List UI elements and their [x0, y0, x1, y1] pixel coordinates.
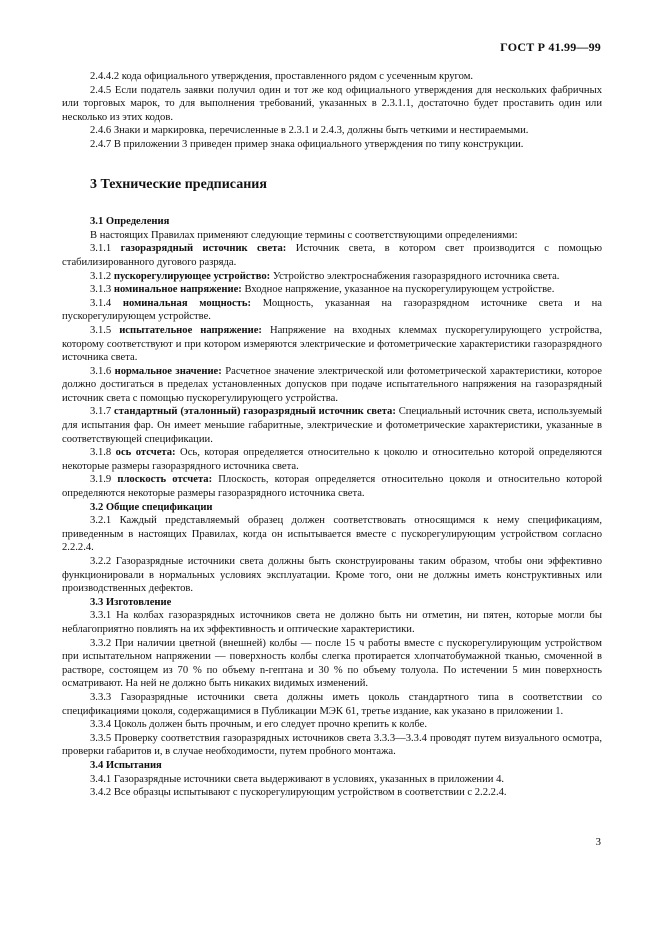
definition-number: 3.1.5: [90, 324, 112, 336]
paragraph-3-2-2: 3.2.2 Газоразрядные источники света должны быть сконструированы таким образом, чтобы они эффективно функционировали в нормальных условиях эксплуатации. Кроме того, они не должны иметь конструктивных или производственных дефектов.: [62, 556, 602, 595]
definition-3-1-4: [62, 297, 602, 324]
definition-3-1-6: [62, 365, 602, 406]
definition-3-1-5: [62, 324, 602, 365]
paragraph-3-3-1: 3.3.1 На колбах газоразрядных источников света не должно быть ни отметин, ни пятен, которые могли бы неблагоприятно повлиять на их эффективность и оптические характеристики.: [62, 610, 602, 635]
definitions-lead: В настоящих Правилах применяют следующие термины с соответствующими определениями:: [90, 229, 518, 241]
definition-text: Расчетное значение электрической или фотометрической характеристики, которое должно достигаться в пределах установленных допусков при подаче испытательного напряжения на газоразрядный источник света с помощью пускорегулирующего устройства.: [62, 365, 602, 404]
paragraph-3-3-5: 3.3.5 Проверку соответствия газоразрядных источников света 3.3.3—3.3.4 проводят путем визуального осмотра, проверки габаритов и, в случае необходимости, путем пробного монтажа.: [62, 732, 602, 758]
subsection-title-3-2: 3.2 Общие спецификации: [90, 501, 213, 513]
definition-text: Специальный источник света, используемый для испытания фар. Он имеет меньшие габаритные, электрические и фотометрические характеристики, указанные в соответствующей спецификации.: [62, 406, 603, 445]
definition-text: Источник света, в котором свет производится с помощью стабилизированного дугового разряда.: [62, 243, 602, 268]
definition-term: стандартный (эталонный) газоразрядный источник света:: [114, 406, 396, 418]
definition-term: испытательное напряжение:: [119, 324, 262, 336]
page-number: 3: [595, 836, 601, 848]
definition-number: 3.1.3: [90, 284, 112, 296]
definition-term: номинальное напряжение:: [113, 284, 242, 296]
paragraph-3-4-1: 3.4.1 Газоразрядные источники света выдерживают в условиях, указанных в приложении 4.: [90, 773, 505, 785]
definition-text: Ось, которая определяется относительно к цоколю и относительно которой определяются некоторые размеры газоразрядного источника света.: [62, 447, 603, 472]
paragraph-3-2-1: 3.2.1 Каждый представляемый образец должен соответствовать относящимся к нему спецификациям, приведенным в настоящих Правилах, когда он испытывается вместе с пускорегулирующим устройством согласно 2.2.2.4.: [62, 515, 602, 554]
paragraph-3-3-2: 3.3.2 При наличии цветной (внешней) колбы — после 15 ч работы вместе с пускорегулирующим устройством при испытательном напряжении — поверхность колбы слегка протирается хлопчатобумажной тканью, смоченной в растворе, состоящем из 70 % по объему n-гептана и 30 % по объему толуола. По истечении 5 мин поверхность осматривают. На ней не должно быть никаких видимых изменений.: [62, 637, 602, 690]
page-content: [62, 70, 602, 800]
definition-3-1-8: [62, 446, 602, 473]
document-code-header: ГОСТ Р 41.99—99: [500, 40, 601, 54]
definition-number: 3.1.7: [90, 406, 112, 418]
definition-number: 3.1.9: [90, 474, 112, 486]
definition-3-1-1: [62, 242, 602, 269]
definition-number: 3.1.1: [90, 243, 112, 255]
definition-text: Напряжение на входных клеммах пускорегулирующего устройства, которому соответствуют и при котором измеряются электрические и фотометрические характеристики газоразрядного источника света.: [62, 324, 602, 364]
definition-term: номинальная мощность:: [122, 297, 252, 309]
subsection-title-3-3: 3.3 Изготовление: [90, 596, 172, 608]
paragraph-2-4-4-2: 2.4.4.2 кода официального утверждения, проставленного рядом с усеченным кругом.: [90, 71, 474, 82]
definition-number: 3.1.2: [90, 270, 112, 282]
paragraph-2-4-6: 2.4.6 Знаки и маркировка, перечисленные в 2.3.1 и 2.4.3, должны быть четкими и нестираемыми.: [90, 125, 529, 137]
definition-3-1-7: [62, 405, 602, 446]
definition-number: 3.1.6: [90, 365, 112, 377]
definition-term: нормальное значение:: [114, 365, 222, 377]
definition-term: пускорегулирующее устройство:: [113, 270, 271, 282]
definition-text: Входное напряжение, указанное на пускорегулирующем устройстве.: [244, 284, 555, 296]
definition-term: газоразрядный источник света:: [120, 243, 287, 255]
paragraph-3-3-4: 3.3.4 Цоколь должен быть прочным, и его следует прочно крепить к колбе.: [90, 719, 428, 731]
paragraph-3-3-3: 3.3.3 Газоразрядные источники света должны иметь цоколь стандартного типа в соответствии со спецификациями цоколя, содержащимися в Публикации МЭК 61, третье издание, как указано в приложении 1.: [62, 691, 602, 717]
subsection-title-3-4: 3.4 Испытания: [90, 759, 162, 771]
section-title: 3 Технические предписания: [90, 176, 267, 192]
definition-3-1-9: [62, 473, 602, 500]
definition-text: Плоскость, которая определяется относительно цоколя и относительно которой определяются некоторые размеры газоразрядного источника света.: [62, 474, 602, 500]
definition-term: ось отсчета:: [115, 447, 176, 459]
paragraph-3-4-2: 3.4.2 Все образцы испытывают с пускорегулирующим устройством в соответствии с 2.2.2.4.: [90, 787, 507, 799]
definition-number: 3.1.4: [90, 297, 112, 309]
definition-term: плоскость отсчета:: [117, 474, 213, 486]
paragraph-2-4-5: 2.4.5 Если податель заявки получил один и тот же код официального утверждения для нескольких фабричных или торговых марок, то для выполнения требований, указанных в 2.3.1.1, достаточно будет проставить один или несколько из этих кодов.: [62, 84, 602, 123]
definition-text: Устройство электроснабжения газоразрядного источника света.: [272, 270, 560, 282]
definition-number: 3.1.8: [90, 447, 112, 459]
definition-3-1-2: [62, 270, 602, 284]
definition-text: Мощность, указанная на газоразрядном источнике света и на пускорегулирующем устройстве.: [62, 297, 602, 323]
definition-3-1-3: [62, 283, 602, 297]
paragraph-2-4-7: 2.4.7 В приложении 3 приведен пример знака официального утверждения по типу конструкции.: [90, 138, 524, 150]
subsection-title-3-1: 3.1 Определения: [90, 216, 170, 228]
